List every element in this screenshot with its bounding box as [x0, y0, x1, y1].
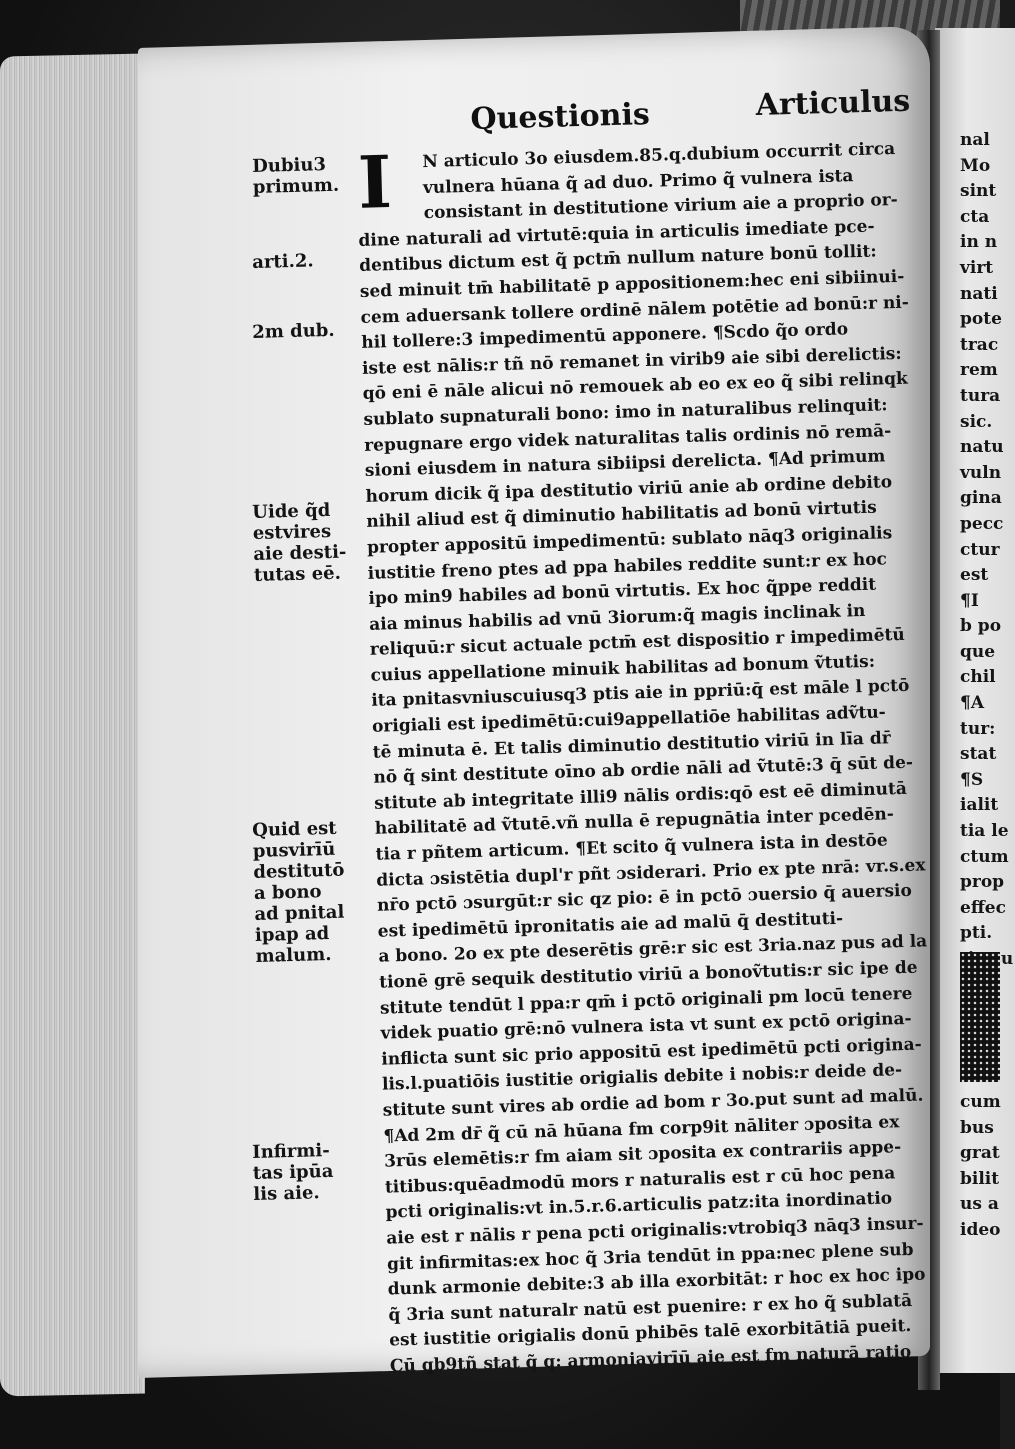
text-line: inflicta sunt sic prio appositū est ipedimētū pcti origina- — [381, 1034, 922, 1070]
text-line: hil tollere:3 impedimentū apponere. ¶Scdo q̃o ordo — [361, 319, 849, 354]
facing-text-line: tura — [960, 385, 1001, 406]
text-line: aia minus habilis ad vnū 3iorum:q̃ magis inclinak in — [368, 600, 866, 635]
sidenote-line: ipap ad — [254, 923, 330, 946]
facing-text-line: chil — [960, 667, 996, 688]
woodcut-illustration — [960, 952, 1000, 1082]
facing-text-line: ctum — [960, 846, 1009, 867]
text-line: origiali est ipedimētū:cui9appellatiōe habilitas adṽtu- — [371, 702, 887, 737]
text-line: stitute ab integritate illi9 nālis ordis:qō est eē diminutā — [373, 778, 908, 814]
facing-text-line: sic. — [960, 411, 993, 432]
text-line: est ipedimētū ipronitatis aie ad malū q̄ destituti- — [377, 908, 844, 942]
text-line: propter appositū impedimentū: sublato nāq3 originalis — [366, 523, 893, 558]
text-line: a bono. 2o ex pte deserētis grē:r sic est 3ria.naz pus ad la — [378, 931, 928, 968]
facing-text-line: ¶S — [960, 769, 984, 790]
text-line: tia r pñtem articum. ¶Et scito q̃ vulnera ista in destōe — [375, 830, 888, 865]
facing-text-line: pote — [960, 309, 1002, 330]
sidenote-secundum-dubium — [252, 319, 353, 343]
sidenote-line: a bono — [253, 881, 322, 904]
text-line: vulnera hūana q̃ ad duo. Primo q̃ vulnera ista — [422, 165, 854, 198]
facing-page-text — [960, 128, 1009, 973]
sidenote-line: lis aie. — [253, 1182, 320, 1205]
text-line: iustitie freno ptes ad ppa habiles reddite sunt:r ex hoc — [367, 548, 888, 584]
text-line: sublato supnaturali bono: imo in naturalibus relinquit: — [363, 395, 888, 430]
sidenote-line: malum. — [255, 943, 332, 967]
sidenote-line: destitutō — [253, 859, 345, 883]
text-line: ita pnitasvniuscuiusq3 ptis aie in ppriū:q̄ est māle l pctō — [371, 676, 910, 712]
text-line: tē minuta ē. Et talis diminutio destitutio viriū in līa dr̄ — [372, 727, 891, 763]
facing-text-line: pti. — [960, 923, 993, 944]
sidenote-dubium-primum — [252, 153, 353, 198]
facing-text-line: est — [960, 565, 989, 586]
text-line: stitute tendūt l ppa:r qm̄ i pctō originali pm locū tenere — [379, 983, 913, 1019]
text-line: reliquū:r sicut actuale pctm̄ est dispositio r impedimētū — [369, 625, 906, 661]
facing-text-line: nal — [960, 130, 990, 150]
text-line: N articulo 3o eiusdem.85.q.dubium occurrit circa — [422, 138, 896, 173]
text-line: titibus:quēadmodū mors r naturalis est r cū hoc pena — [384, 1163, 896, 1198]
text-line: videk puatio grē:nō vulnera ista vt sunt ex pctō origina- — [380, 1009, 912, 1044]
sidenote-line: tas ipūa — [252, 1160, 334, 1184]
text-line: ipo min9 habiles ad bonū virtutis. Ex hoc q̃ppe reddit — [368, 574, 877, 609]
text-line: sioni eiusdem in natura sibiipsi derelicta. ¶Ad primum — [364, 446, 886, 481]
facing-text-line: sint — [960, 181, 997, 202]
sidenote-line: tutas eē. — [253, 562, 342, 586]
facing-text-line: que — [960, 641, 996, 662]
facing-text-line: Mo — [960, 155, 991, 176]
facing-text-line: ctur — [960, 539, 1000, 560]
sidenote-line: estvires — [252, 520, 332, 544]
sidenote-line: primum. — [252, 174, 340, 198]
text-line: nr̄o pctō ɔsurgūt:r sic qz pio: ē in pctō ɔuersio q̄ auersio — [376, 880, 913, 916]
text-line: ¶Ad 2m dr̄ q̃ cū nā hūana fm corp9it nāliter ɔposita ex — [383, 1111, 900, 1147]
facing-text-line: natu — [960, 437, 1004, 458]
text-line: repugnare ergo videk naturalitas talis ordinis nō remā- — [363, 420, 892, 456]
text-line: 3rūs elemētis:r fm aiam sit ɔposita ex contrariis appe- — [383, 1137, 902, 1172]
facing-text-line: b po — [960, 616, 1002, 637]
text-line: dunk armonie debite:3 ab illa exorbitāt: r hoc ex hoc ipo — [387, 1264, 926, 1300]
facing-text-line: rem — [960, 360, 998, 381]
running-head-right: Articulus — [755, 83, 911, 124]
sidenote-line: Infirmi- — [252, 1139, 330, 1163]
facing-text-line: prop — [960, 872, 1005, 893]
sidenote-vide — [252, 499, 354, 586]
sidenote-line: pusvirīū — [252, 838, 336, 862]
facing-text-line: ialit — [960, 795, 999, 816]
text-line: Cū qb9tñ stat q̃ q: armoniavirīū aie est fm naturā ratio — [389, 1341, 912, 1377]
text-line: horum dicik q̃ ipa destitutio viriū anie ab ordine debito — [365, 471, 893, 507]
sidenote-line: Quid est — [252, 817, 337, 841]
facing-text-line: tur: — [960, 718, 996, 739]
text-line: stitute sunt vires ab ordie ad bom r 3o.put sunt ad malū. — [382, 1085, 924, 1121]
sidenote-line: ad pnital — [254, 901, 345, 925]
text-line: iste est nālis:r tñ nō remanet in virib9 aie sibi derelictis: — [361, 343, 902, 379]
text-line: dentibus dictum est q̃ pctm̄ nullum nature bonū tollit: — [358, 241, 877, 277]
sidenote-line: aie desti- — [253, 541, 347, 565]
facing-text-line: ideo — [960, 1219, 1001, 1240]
facing-text-line: in n — [960, 232, 998, 253]
sidenote-line: arti.2. — [252, 250, 314, 273]
facing-text-line: cta — [960, 206, 990, 227]
facing-text-line: bilit — [960, 1168, 1000, 1189]
text-line: lis.l.puatiōis iustitie origialis debite i nobis:r deide de- — [381, 1060, 903, 1096]
facing-text-line: nati — [960, 283, 998, 304]
facing-text-line: ¶I — [960, 590, 979, 611]
facing-text-line: virt — [960, 257, 994, 278]
drop-cap: I — [356, 138, 393, 225]
text-line: git infirmitas:ex hoc q̃ 3ria tendūt in ppa:nec plene sub — [386, 1239, 914, 1275]
main-text-column — [356, 137, 940, 1380]
running-head-left: Questionis — [470, 96, 651, 137]
text-line: dine naturali ad virtutē:quia in articulis imediate pce- — [358, 216, 875, 251]
sidenote-quid-est — [252, 817, 356, 967]
text-line: tionē grē sequik destitutio viriū a bonoṽtutis:r sic ipe de — [378, 957, 918, 993]
facing-text-line: grat — [960, 1143, 1000, 1164]
page-edges — [0, 53, 145, 1396]
text-line: pcti originalis:vt in.5.r.6.articulis patz:ita inordinatio — [385, 1188, 893, 1223]
facing-text-line: tia le — [960, 821, 1009, 842]
text-line: qō eni ē nāle alicui nō remouek ab eo ex eo q̃ sibi relinqk — [362, 369, 909, 405]
facing-text-line: stat — [960, 744, 997, 765]
facing-text-line: bus — [960, 1117, 994, 1138]
facing-text-line: vuln — [960, 462, 1002, 483]
facing-text-line: gina — [960, 488, 1002, 509]
sidenote-line: 2m dub. — [252, 319, 335, 343]
sidenote-arti — [252, 249, 353, 273]
facing-text-line: effec — [960, 897, 1006, 918]
text-line: aie est r nālis r pena pcti originalis:vtrobiq3 nāq3 insur- — [386, 1213, 924, 1249]
text-line: nihil aliud est q̃ diminutio habilitatis ad bonū virtutis — [366, 497, 877, 533]
facing-text-line: us a — [960, 1194, 999, 1215]
text-line: cem aduersank tollere ordinē nālem potētie ad bonū:r ni- — [360, 292, 910, 328]
text-line: q̃ 3ria sunt naturalr natū est puenire: r ex ho q̃ sublatā — [388, 1290, 913, 1326]
facing-text-line: cum — [960, 1092, 1001, 1112]
sidenote-infirmitas — [252, 1139, 354, 1205]
text-line: cuius appellatione minuik habilitas ad bonum ṽtutis: — [370, 651, 876, 686]
text-line: habilitatē ad ṽtutē.vñ nulla ē repugnātia inter pcedēn- — [374, 804, 895, 840]
facing-text-line: ¶A — [960, 693, 985, 714]
text-line: est iustitie origialis donū phibēs talē exorbitātiā pueit. — [388, 1316, 912, 1351]
text-line: sed minuit tm̄ habilitatē p appositionem:hec eni sibiinui- — [359, 266, 905, 302]
facing-text-line: trac — [960, 334, 999, 355]
facing-page-text-lower — [960, 1090, 1000, 1244]
sidenote-line: Uide q̃d — [252, 499, 331, 523]
sidenote-line: Dubiu3 — [252, 154, 327, 177]
text-line: dicta ɔsistētia dupl'r pñt ɔsiderari. Prio ex pte nrā: vr.s.ex — [376, 855, 926, 891]
text-line: nō q̃ sint destitute oīno ab ordie nāli ad ṽtutē:3 q̄ sūt de- — [373, 752, 914, 789]
text-line: consistant in destitutione virium aie a proprio or- — [423, 190, 899, 224]
facing-text-line: pecc — [960, 513, 1004, 534]
